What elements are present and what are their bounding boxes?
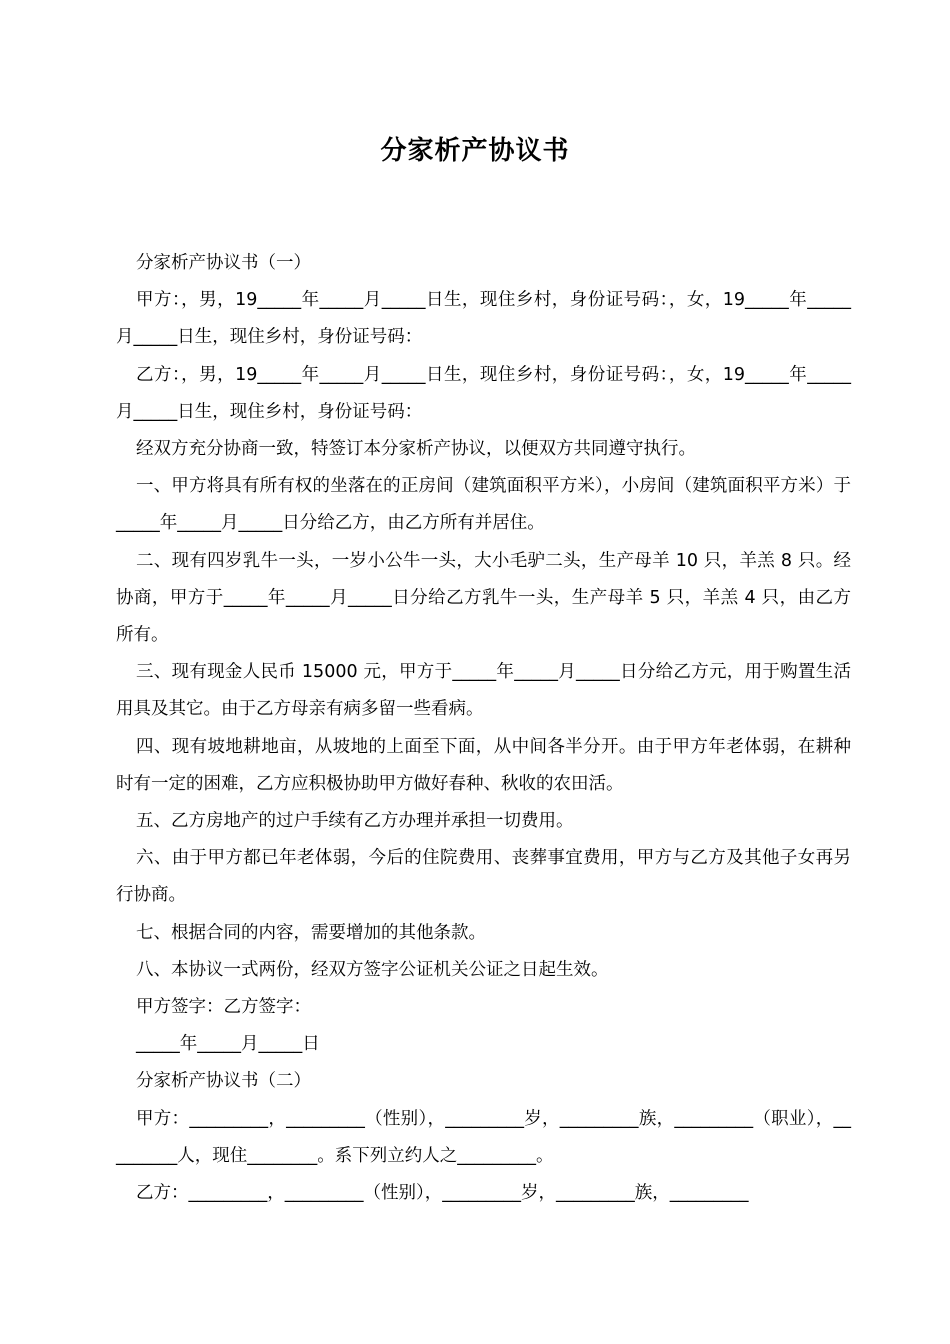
- section-heading-2: 分家析产协议书（二）: [136, 1071, 311, 1092]
- clause-3: 三、现有现金人民币 15000 元，甲方于_____年_____月_____日分给乙方元，用于购置生活用具及其它。由于乙方母亲有病多留一些看病。: [116, 662, 851, 720]
- document-body: [116, 245, 851, 1212]
- clause-6: 六、由于甲方都已年老体弱，今后的住院费用、丧葬事宜费用，甲方与乙方及其他子女再另行协商。: [116, 848, 851, 906]
- clause-5: 五、乙方房地产的过户手续有乙方办理并承担一切费用。: [136, 811, 574, 832]
- party-b-info-2: 乙方：_________，_________（性别），_________岁，_________族，_________: [136, 1183, 749, 1204]
- party-b-info: 乙方：，男，19_____年_____月_____日生，现住乡村，身份证号码：，女，19_____年_____月_____日生，现住乡村，身份证号码：: [116, 364, 851, 422]
- clause-1: 一、甲方将具有所有权的坐落在的正房间（建筑面积平方米），小房间（建筑面积平方米）于_____年_____月_____日分给乙方，由乙方所有并居住。: [116, 476, 851, 534]
- document-title: 分家析产协议书: [380, 136, 570, 166]
- party-a-info: 甲方：，男，19_____年_____月_____日生，现住乡村，身份证号码：，女，19_____年_____月_____日生，现住乡村，身份证号码：: [116, 290, 851, 348]
- signature-line: 甲方签字：乙方签字：: [136, 997, 311, 1018]
- date-line: _____年_____月_____日: [136, 1034, 320, 1055]
- party-a-info-2: 甲方：_________，_________（性别），_________岁，_________族，_________（职业），_________人，现住________。系下列立约人之_________。: [116, 1108, 851, 1166]
- agreement-intro: 经双方充分协商一致，特签订本分家析产协议，以便双方共同遵守执行。: [136, 439, 696, 460]
- clause-7: 七、根据合同的内容，需要增加的其他条款。: [136, 922, 486, 943]
- clause-8: 八、本协议一式两份，经双方签字公证机关公证之日起生效。: [136, 959, 609, 980]
- clause-4: 四、现有坡地耕地亩，从坡地的上面至下面，从中间各半分开。由于甲方年老体弱，在耕种时有一定的困难，乙方应积极协助甲方做好春种、秋收的农田活。: [116, 736, 851, 794]
- section-heading-1: 分家析产协议书（一）: [136, 253, 311, 273]
- clause-2: 二、现有四岁乳牛一头，一岁小公牛一头，大小毛驴二头，生产母羊 10 只，羊羔 8 只。经协商，甲方于_____年_____月_____日分给乙方乳牛一头，生产母羊 5 只，羊羔 4 只，由乙方所有。: [116, 550, 851, 646]
